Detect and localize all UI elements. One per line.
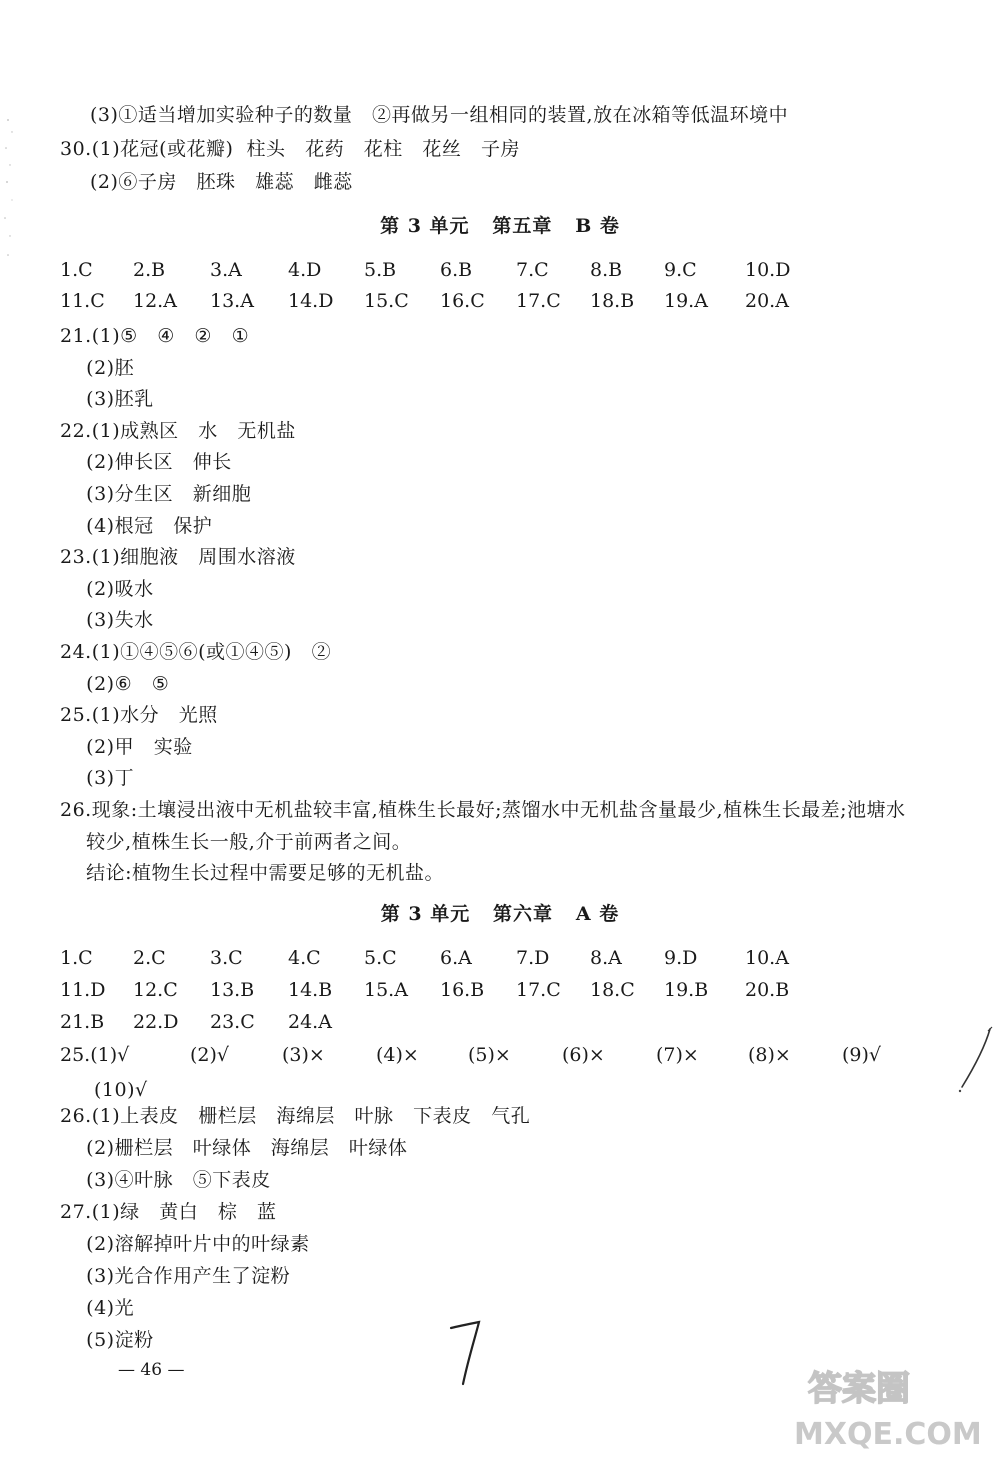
answer-item: 22.D (133, 1011, 179, 1033)
answer-item: (4)× (376, 1044, 419, 1066)
answer-item: 9.C (664, 259, 697, 281)
answer-line: 27.(1)绿 黄白 棕 蓝 (60, 1201, 277, 1223)
answer-item: 18.C (590, 979, 635, 1001)
answer-line: 较少,植株生长一般,介于前两者之间。 (60, 830, 412, 853)
answer-line: 26.(1)上表皮 栅栏层 海绵层 叶脉 下表皮 气孔 (60, 1105, 531, 1127)
answer-item: 10.A (745, 947, 789, 969)
watermark-url: MXQE.COM (794, 1417, 982, 1452)
answer-item: 19.A (664, 290, 708, 312)
answer-line: (2)胚 (60, 356, 135, 379)
answer-item: (2)√ (190, 1044, 230, 1066)
answer-item: 16.B (440, 979, 485, 1001)
answer-item: 15.C (364, 290, 409, 312)
answer-item: 8.B (590, 259, 623, 281)
answer-item: 13.A (210, 290, 254, 312)
answer-item: 9.D (664, 947, 698, 969)
answer-line: (2)吸水 (60, 577, 154, 600)
answer-item: 1.C (60, 947, 93, 969)
answer-line: (3)光合作用产生了淀粉 (60, 1265, 291, 1287)
answer-item: (7)× (656, 1044, 699, 1066)
answer-line: (3)失水 (60, 609, 154, 632)
answer-item: 7.D (516, 947, 550, 969)
answer-item: 11.D (60, 979, 106, 1001)
answer-line: (2)甲 实验 (60, 735, 193, 758)
handwritten-mark (445, 1318, 485, 1388)
answer-item: 2.C (133, 947, 166, 969)
answer-line: 24.(1)①④⑤⑥(或①④⑤) ② (60, 641, 332, 663)
answer-line: (2)栅栏层 叶绿体 海绵层 叶绿体 (60, 1137, 408, 1159)
answer-item: (3)× (282, 1044, 325, 1066)
answer-item: 13.B (210, 979, 255, 1001)
pen-mark (952, 1025, 997, 1095)
answer-item: 11.C (60, 290, 105, 312)
answer-line: 结论:植物生长过程中需要足够的无机盐。 (60, 862, 445, 885)
answer-line: (2)伸长区 伸长 (60, 451, 232, 474)
answer-item: 18.B (590, 290, 635, 312)
answer-line: 25.(1)水分 光照 (60, 704, 218, 727)
answer-item: 3.A (210, 259, 242, 281)
answer-item: 8.A (590, 947, 622, 969)
answer-item: 14.D (288, 290, 334, 312)
answer-item: 2.B (133, 259, 166, 281)
answer-item: 10.D (745, 259, 791, 281)
answer-line: (2)溶解掉叶片中的叶绿素 (60, 1233, 310, 1255)
answer-line: (3)④叶脉 ⑤下表皮 (60, 1169, 271, 1191)
answer-item: (9)√ (842, 1044, 882, 1066)
answer-item: 12.A (133, 290, 177, 312)
answer-item: 7.C (516, 259, 549, 281)
answer-item: 6.B (440, 259, 473, 281)
page-number: — 46 — (118, 1360, 185, 1380)
answer-item: 17.C (516, 290, 561, 312)
answer-item: 17.C (516, 979, 561, 1001)
answer-item: 3.C (210, 947, 243, 969)
answer-item: 14.B (288, 979, 333, 1001)
answer-line: (3)①适当增加实验种子的数量 ②再做另一组相同的装置,放在冰箱等低温环境中 (90, 104, 789, 126)
answer-item: 1.C (60, 259, 93, 281)
answer-item: 4.D (288, 259, 322, 281)
answer-item: 5.C (364, 947, 397, 969)
answer-line: (3)分生区 新细胞 (60, 483, 252, 505)
scan-artifact (0, 110, 20, 270)
answer-item: 15.A (364, 979, 408, 1001)
answer-item: 21.B (60, 1011, 105, 1033)
answer-line: (3)丁 (60, 767, 135, 790)
watermark-cn: 答案圈 (808, 1369, 910, 1409)
answer-item: 20.A (745, 290, 789, 312)
answer-line: (10)√ (94, 1079, 148, 1101)
answer-item: 23.C (210, 1011, 255, 1033)
answer-line: 30.(1)花冠(或花瓣) 柱头 花药 花柱 花丝 子房 (60, 138, 521, 160)
answer-item: (6)× (562, 1044, 605, 1066)
answer-line: (4)根冠 保护 (60, 514, 213, 537)
answer-item: (5)× (468, 1044, 511, 1066)
answer-item: 6.A (440, 947, 472, 969)
answer-line: (2)⑥子房 胚珠 雄蕊 雌蕊 (90, 171, 353, 193)
answer-item: 16.C (440, 290, 485, 312)
answer-line: (5)淀粉 (60, 1329, 154, 1351)
answer-line: (3)胚乳 (60, 388, 154, 411)
answer-item: 12.C (133, 979, 178, 1001)
watermark-logo (790, 1358, 995, 1453)
section-heading-a: 第 3 单元 第六章 A 卷 (380, 903, 620, 925)
answer-item: 4.C (288, 947, 321, 969)
answer-item: (8)× (748, 1044, 791, 1066)
answer-line: (2)⑥ ⑤ (60, 672, 170, 695)
answer-item: 24.A (288, 1011, 332, 1033)
answer-line: 21.(1)⑤ ④ ② ① (60, 325, 250, 347)
answer-line: 22.(1)成熟区 水 无机盐 (60, 419, 296, 442)
answer-line: 26.现象:土壤浸出液中无机盐较丰富,植株生长最好;蒸馏水中无机盐含量最少,植株生长最差;池塘水 (60, 799, 906, 821)
section-heading-b: 第 3 单元 第五章 B 卷 (380, 215, 620, 237)
answer-line: 23.(1)细胞液 周围水溶液 (60, 546, 296, 569)
answer-item: 19.B (664, 979, 709, 1001)
answer-item: 25.(1)√ (60, 1044, 130, 1066)
answer-line: (4)光 (60, 1297, 135, 1319)
answer-item: 5.B (364, 259, 397, 281)
answer-item: 20.B (745, 979, 790, 1001)
